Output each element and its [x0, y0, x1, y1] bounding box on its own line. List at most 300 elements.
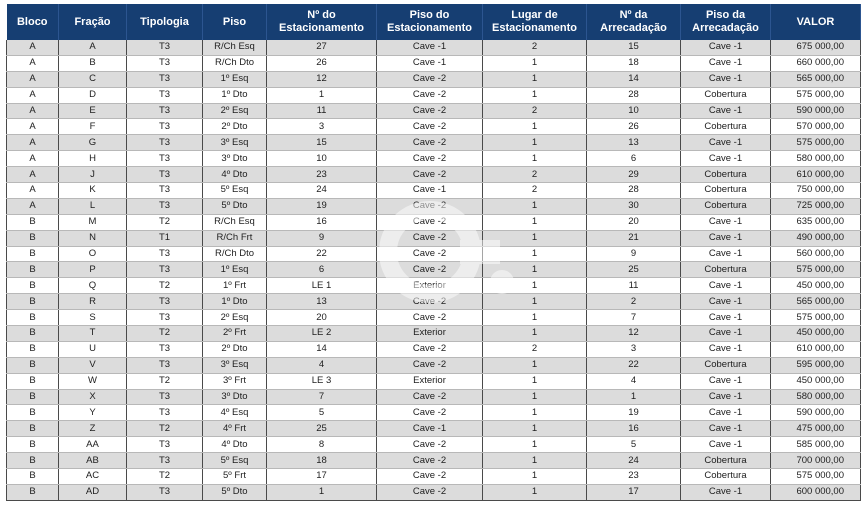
cell-n-estacionamento: 25 — [267, 421, 377, 437]
cell-bloco: B — [7, 214, 59, 230]
cell-bloco: B — [7, 262, 59, 278]
cell-n-arrecadacao: 2 — [587, 294, 681, 310]
cell-fracao: J — [59, 167, 127, 183]
cell-piso-estacionamento: Cave -2 — [377, 389, 483, 405]
cell-lugar-estacionamento: 2 — [483, 183, 587, 199]
header-bloco: Bloco — [7, 4, 59, 40]
cell-piso-arrecadacao: Cave -1 — [681, 373, 771, 389]
cell-valor: 450 000,00 — [771, 373, 861, 389]
cell-piso-arrecadacao: Cobertura — [681, 167, 771, 183]
cell-n-estacionamento: 10 — [267, 151, 377, 167]
cell-piso: 3º Dto — [203, 389, 267, 405]
header-piso-estacionamento: Piso do Estacionamento — [377, 4, 483, 40]
cell-piso-arrecadacao: Cave -1 — [681, 405, 771, 421]
cell-bloco: A — [7, 40, 59, 55]
cell-fracao: D — [59, 87, 127, 103]
cell-tipologia: T3 — [127, 357, 203, 373]
cell-fracao: O — [59, 246, 127, 262]
cell-n-arrecadacao: 26 — [587, 119, 681, 135]
cell-tipologia: T3 — [127, 40, 203, 55]
cell-n-estacionamento: 5 — [267, 405, 377, 421]
cell-piso: 1º Esq — [203, 262, 267, 278]
cell-tipologia: T3 — [127, 310, 203, 326]
cell-lugar-estacionamento: 1 — [483, 151, 587, 167]
cell-piso-estacionamento: Cave -2 — [377, 198, 483, 214]
cell-valor: 560 000,00 — [771, 246, 861, 262]
table-row — [7, 246, 861, 262]
cell-piso: R/Ch Esq — [203, 40, 267, 55]
cell-valor: 590 000,00 — [771, 103, 861, 119]
table-row — [7, 484, 861, 500]
table-row — [7, 71, 861, 87]
cell-n-arrecadacao: 24 — [587, 453, 681, 469]
cell-piso-arrecadacao: Cave -1 — [681, 341, 771, 357]
cell-bloco: A — [7, 119, 59, 135]
cell-piso-estacionamento: Cave -2 — [377, 246, 483, 262]
cell-fracao: K — [59, 183, 127, 199]
cell-piso-arrecadacao: Cave -1 — [681, 294, 771, 310]
cell-piso-estacionamento: Cave -2 — [377, 103, 483, 119]
table-row — [7, 262, 861, 278]
cell-piso: 2º Dto — [203, 119, 267, 135]
header-n-arrecadacao: Nº da Arrecadação — [587, 4, 681, 40]
cell-n-arrecadacao: 16 — [587, 421, 681, 437]
cell-lugar-estacionamento: 2 — [483, 341, 587, 357]
cell-n-estacionamento: 11 — [267, 103, 377, 119]
cell-lugar-estacionamento: 1 — [483, 135, 587, 151]
cell-lugar-estacionamento: 1 — [483, 421, 587, 437]
cell-tipologia: T3 — [127, 405, 203, 421]
cell-piso-estacionamento: Cave -1 — [377, 55, 483, 71]
cell-n-arrecadacao: 29 — [587, 167, 681, 183]
cell-piso: 5º Dto — [203, 484, 267, 500]
cell-bloco: B — [7, 437, 59, 453]
cell-fracao: B — [59, 55, 127, 71]
table-row — [7, 183, 861, 199]
cell-piso: 2º Frt — [203, 326, 267, 342]
cell-piso-arrecadacao: Cobertura — [681, 119, 771, 135]
cell-n-arrecadacao: 7 — [587, 310, 681, 326]
cell-bloco: A — [7, 151, 59, 167]
cell-tipologia: T3 — [127, 294, 203, 310]
cell-fracao: AA — [59, 437, 127, 453]
cell-n-estacionamento: 19 — [267, 198, 377, 214]
cell-n-estacionamento: 8 — [267, 437, 377, 453]
cell-valor: 580 000,00 — [771, 389, 861, 405]
cell-valor: 585 000,00 — [771, 437, 861, 453]
cell-tipologia: T3 — [127, 198, 203, 214]
cell-bloco: A — [7, 87, 59, 103]
cell-valor: 450 000,00 — [771, 278, 861, 294]
cell-piso: 4º Esq — [203, 405, 267, 421]
cell-piso-arrecadacao: Cave -1 — [681, 103, 771, 119]
cell-n-estacionamento: 18 — [267, 453, 377, 469]
cell-tipologia: T3 — [127, 389, 203, 405]
cell-piso-estacionamento: Cave -2 — [377, 167, 483, 183]
cell-lugar-estacionamento: 1 — [483, 230, 587, 246]
cell-piso-estacionamento: Cave -1 — [377, 183, 483, 199]
cell-tipologia: T2 — [127, 278, 203, 294]
cell-piso-arrecadacao: Cave -1 — [681, 230, 771, 246]
cell-n-estacionamento: LE 1 — [267, 278, 377, 294]
cell-piso: R/Ch Dto — [203, 246, 267, 262]
cell-fracao: V — [59, 357, 127, 373]
cell-tipologia: T3 — [127, 71, 203, 87]
cell-piso-arrecadacao: Cave -1 — [681, 71, 771, 87]
cell-n-estacionamento: 6 — [267, 262, 377, 278]
cell-piso-estacionamento: Cave -2 — [377, 135, 483, 151]
cell-lugar-estacionamento: 1 — [483, 278, 587, 294]
table-row — [7, 135, 861, 151]
cell-tipologia: T2 — [127, 326, 203, 342]
cell-lugar-estacionamento: 2 — [483, 103, 587, 119]
cell-valor: 610 000,00 — [771, 341, 861, 357]
cell-bloco: B — [7, 246, 59, 262]
cell-lugar-estacionamento: 1 — [483, 262, 587, 278]
cell-piso-estacionamento: Cave -1 — [377, 421, 483, 437]
cell-bloco: A — [7, 71, 59, 87]
table-row — [7, 294, 861, 310]
cell-fracao: H — [59, 151, 127, 167]
cell-bloco: B — [7, 230, 59, 246]
cell-tipologia: T3 — [127, 119, 203, 135]
cell-tipologia: T3 — [127, 484, 203, 500]
cell-fracao: AD — [59, 484, 127, 500]
table-header — [7, 4, 861, 40]
cell-piso-estacionamento: Cave -2 — [377, 469, 483, 485]
cell-n-estacionamento: 27 — [267, 40, 377, 55]
cell-n-estacionamento: 15 — [267, 135, 377, 151]
cell-n-arrecadacao: 18 — [587, 55, 681, 71]
cell-piso-arrecadacao: Cave -1 — [681, 214, 771, 230]
cell-bloco: A — [7, 135, 59, 151]
cell-lugar-estacionamento: 1 — [483, 405, 587, 421]
cell-tipologia: T2 — [127, 214, 203, 230]
cell-piso-estacionamento: Cave -2 — [377, 453, 483, 469]
cell-valor: 610 000,00 — [771, 167, 861, 183]
cell-n-estacionamento: 14 — [267, 341, 377, 357]
cell-valor: 490 000,00 — [771, 230, 861, 246]
cell-lugar-estacionamento: 1 — [483, 71, 587, 87]
cell-n-estacionamento: 13 — [267, 294, 377, 310]
cell-piso-arrecadacao: Cobertura — [681, 453, 771, 469]
table-row — [7, 453, 861, 469]
cell-lugar-estacionamento: 1 — [483, 469, 587, 485]
cell-piso-arrecadacao: Cobertura — [681, 469, 771, 485]
cell-lugar-estacionamento: 1 — [483, 310, 587, 326]
cell-piso-arrecadacao: Cave -1 — [681, 484, 771, 500]
cell-piso-arrecadacao: Cobertura — [681, 357, 771, 373]
cell-lugar-estacionamento: 1 — [483, 294, 587, 310]
cell-piso-arrecadacao: Cave -1 — [681, 310, 771, 326]
cell-valor: 575 000,00 — [771, 262, 861, 278]
cell-valor: 580 000,00 — [771, 151, 861, 167]
cell-bloco: B — [7, 341, 59, 357]
cell-valor: 570 000,00 — [771, 119, 861, 135]
header-n-estacionamento: Nº do Estacionamento — [267, 4, 377, 40]
cell-n-estacionamento: 24 — [267, 183, 377, 199]
cell-tipologia: T3 — [127, 151, 203, 167]
header-fracao: Fração — [59, 4, 127, 40]
cell-n-arrecadacao: 28 — [587, 87, 681, 103]
cell-n-estacionamento: 9 — [267, 230, 377, 246]
cell-n-arrecadacao: 5 — [587, 437, 681, 453]
cell-piso-estacionamento: Cave -2 — [377, 230, 483, 246]
cell-n-arrecadacao: 21 — [587, 230, 681, 246]
cell-piso-arrecadacao: Cobertura — [681, 183, 771, 199]
cell-n-estacionamento: LE 2 — [267, 326, 377, 342]
cell-bloco: A — [7, 167, 59, 183]
table-row — [7, 389, 861, 405]
cell-n-estacionamento: 23 — [267, 167, 377, 183]
cell-fracao: M — [59, 214, 127, 230]
cell-bloco: B — [7, 278, 59, 294]
cell-n-estacionamento: 1 — [267, 484, 377, 500]
cell-n-arrecadacao: 22 — [587, 357, 681, 373]
cell-piso-estacionamento: Cave -2 — [377, 214, 483, 230]
cell-n-estacionamento: 26 — [267, 55, 377, 71]
cell-fracao: G — [59, 135, 127, 151]
cell-lugar-estacionamento: 2 — [483, 167, 587, 183]
cell-n-arrecadacao: 3 — [587, 341, 681, 357]
cell-piso-estacionamento: Cave -2 — [377, 87, 483, 103]
cell-piso: 3º Esq — [203, 135, 267, 151]
cell-piso-estacionamento: Cave -2 — [377, 405, 483, 421]
cell-piso-estacionamento: Cave -2 — [377, 484, 483, 500]
cell-fracao: AB — [59, 453, 127, 469]
cell-n-estacionamento: 12 — [267, 71, 377, 87]
cell-piso-arrecadacao: Cave -1 — [681, 278, 771, 294]
table-row — [7, 103, 861, 119]
cell-lugar-estacionamento: 1 — [483, 373, 587, 389]
cell-piso: 4º Frt — [203, 421, 267, 437]
cell-piso-estacionamento: Cave -2 — [377, 341, 483, 357]
cell-valor: 475 000,00 — [771, 421, 861, 437]
table-row — [7, 341, 861, 357]
cell-n-estacionamento: LE 3 — [267, 373, 377, 389]
table-body — [7, 40, 861, 500]
cell-fracao: AC — [59, 469, 127, 485]
cell-n-arrecadacao: 11 — [587, 278, 681, 294]
cell-lugar-estacionamento: 1 — [483, 326, 587, 342]
cell-lugar-estacionamento: 1 — [483, 55, 587, 71]
cell-piso: R/Ch Frt — [203, 230, 267, 246]
cell-fracao: S — [59, 310, 127, 326]
table-row — [7, 40, 861, 55]
cell-piso: 2º Esq — [203, 103, 267, 119]
cell-fracao: F — [59, 119, 127, 135]
cell-valor: 660 000,00 — [771, 55, 861, 71]
cell-n-estacionamento: 16 — [267, 214, 377, 230]
cell-piso: 4º Dto — [203, 437, 267, 453]
table-row — [7, 405, 861, 421]
cell-piso-arrecadacao: Cave -1 — [681, 326, 771, 342]
cell-tipologia: T3 — [127, 87, 203, 103]
cell-valor: 635 000,00 — [771, 214, 861, 230]
cell-n-estacionamento: 1 — [267, 87, 377, 103]
cell-n-estacionamento: 4 — [267, 357, 377, 373]
header-row — [7, 4, 861, 40]
table-row — [7, 278, 861, 294]
cell-n-arrecadacao: 19 — [587, 405, 681, 421]
header-piso: Piso — [203, 4, 267, 40]
cell-fracao: N — [59, 230, 127, 246]
cell-piso-estacionamento: Cave -1 — [377, 40, 483, 55]
cell-bloco: B — [7, 405, 59, 421]
cell-valor: 575 000,00 — [771, 469, 861, 485]
cell-n-arrecadacao: 1 — [587, 389, 681, 405]
cell-piso: 1º Frt — [203, 278, 267, 294]
table-row — [7, 151, 861, 167]
cell-bloco: B — [7, 357, 59, 373]
cell-fracao: X — [59, 389, 127, 405]
cell-piso-arrecadacao: Cobertura — [681, 262, 771, 278]
cell-lugar-estacionamento: 1 — [483, 357, 587, 373]
cell-piso: 5º Frt — [203, 469, 267, 485]
cell-lugar-estacionamento: 1 — [483, 389, 587, 405]
cell-piso-estacionamento: Cave -2 — [377, 262, 483, 278]
cell-valor: 565 000,00 — [771, 294, 861, 310]
table-row — [7, 230, 861, 246]
cell-bloco: B — [7, 373, 59, 389]
cell-tipologia: T3 — [127, 262, 203, 278]
cell-lugar-estacionamento: 1 — [483, 214, 587, 230]
cell-lugar-estacionamento: 1 — [483, 453, 587, 469]
cell-n-arrecadacao: 30 — [587, 198, 681, 214]
cell-bloco: A — [7, 55, 59, 71]
cell-piso-arrecadacao: Cobertura — [681, 198, 771, 214]
cell-n-arrecadacao: 23 — [587, 469, 681, 485]
cell-bloco: B — [7, 326, 59, 342]
cell-n-arrecadacao: 10 — [587, 103, 681, 119]
table-row — [7, 214, 861, 230]
table-row — [7, 357, 861, 373]
cell-piso-estacionamento: Cave -2 — [377, 71, 483, 87]
cell-tipologia: T2 — [127, 421, 203, 437]
cell-piso-arrecadacao: Cave -1 — [681, 246, 771, 262]
cell-piso: 3º Esq — [203, 357, 267, 373]
table-row — [7, 326, 861, 342]
header-lugar-estacionamento: Lugar de Estacionamento — [483, 4, 587, 40]
cell-fracao: U — [59, 341, 127, 357]
cell-piso-estacionamento: Exterior — [377, 326, 483, 342]
header-tipologia: Tipologia — [127, 4, 203, 40]
cell-bloco: A — [7, 183, 59, 199]
cell-piso: 2º Dto — [203, 341, 267, 357]
cell-n-arrecadacao: 17 — [587, 484, 681, 500]
cell-piso: 1º Dto — [203, 294, 267, 310]
cell-piso-arrecadacao: Cave -1 — [681, 55, 771, 71]
cell-fracao: A — [59, 40, 127, 55]
cell-piso: 1º Esq — [203, 71, 267, 87]
cell-piso: R/Ch Dto — [203, 55, 267, 71]
cell-piso-arrecadacao: Cave -1 — [681, 389, 771, 405]
table-row — [7, 437, 861, 453]
cell-fracao: E — [59, 103, 127, 119]
cell-n-arrecadacao: 25 — [587, 262, 681, 278]
cell-tipologia: T2 — [127, 469, 203, 485]
cell-piso-arrecadacao: Cave -1 — [681, 437, 771, 453]
table-row — [7, 421, 861, 437]
cell-n-arrecadacao: 13 — [587, 135, 681, 151]
table-row — [7, 310, 861, 326]
cell-n-estacionamento: 20 — [267, 310, 377, 326]
cell-piso-arrecadacao: Cave -1 — [681, 135, 771, 151]
cell-bloco: A — [7, 103, 59, 119]
cell-piso: 5º Esq — [203, 453, 267, 469]
cell-piso-estacionamento: Cave -2 — [377, 437, 483, 453]
cell-tipologia: T3 — [127, 135, 203, 151]
cell-piso-estacionamento: Cave -2 — [377, 151, 483, 167]
cell-fracao: Y — [59, 405, 127, 421]
cell-tipologia: T3 — [127, 103, 203, 119]
table-row — [7, 198, 861, 214]
cell-n-estacionamento: 22 — [267, 246, 377, 262]
table-row — [7, 87, 861, 103]
cell-tipologia: T3 — [127, 437, 203, 453]
cell-n-arrecadacao: 6 — [587, 151, 681, 167]
cell-bloco: B — [7, 484, 59, 500]
cell-bloco: B — [7, 469, 59, 485]
cell-tipologia: T3 — [127, 183, 203, 199]
cell-piso: 5º Dto — [203, 198, 267, 214]
cell-piso: R/Ch Esq — [203, 214, 267, 230]
cell-lugar-estacionamento: 1 — [483, 198, 587, 214]
table-row — [7, 119, 861, 135]
cell-tipologia: T3 — [127, 55, 203, 71]
cell-piso: 4º Dto — [203, 167, 267, 183]
cell-valor: 725 000,00 — [771, 198, 861, 214]
cell-piso-arrecadacao: Cave -1 — [681, 151, 771, 167]
cell-piso-estacionamento: Cave -2 — [377, 119, 483, 135]
cell-n-arrecadacao: 4 — [587, 373, 681, 389]
cell-tipologia: T3 — [127, 453, 203, 469]
cell-valor: 565 000,00 — [771, 71, 861, 87]
cell-tipologia: T3 — [127, 167, 203, 183]
cell-n-estacionamento: 3 — [267, 119, 377, 135]
cell-lugar-estacionamento: 1 — [483, 87, 587, 103]
cell-tipologia: T2 — [127, 373, 203, 389]
header-valor: VALOR — [771, 4, 861, 40]
cell-n-estacionamento: 17 — [267, 469, 377, 485]
cell-fracao: Q — [59, 278, 127, 294]
cell-lugar-estacionamento: 1 — [483, 246, 587, 262]
cell-bloco: B — [7, 389, 59, 405]
cell-piso-estacionamento: Cave -2 — [377, 357, 483, 373]
cell-piso-arrecadacao: Cave -1 — [681, 421, 771, 437]
cell-piso-arrecadacao: Cave -1 — [681, 40, 771, 55]
price-table — [6, 4, 861, 501]
cell-n-arrecadacao: 12 — [587, 326, 681, 342]
cell-piso: 3º Dto — [203, 151, 267, 167]
cell-fracao: Z — [59, 421, 127, 437]
cell-valor: 575 000,00 — [771, 135, 861, 151]
cell-fracao: L — [59, 198, 127, 214]
price-table-container — [6, 4, 860, 501]
cell-fracao: R — [59, 294, 127, 310]
cell-n-arrecadacao: 9 — [587, 246, 681, 262]
cell-n-arrecadacao: 15 — [587, 40, 681, 55]
table-row — [7, 55, 861, 71]
cell-piso-estacionamento: Exterior — [377, 373, 483, 389]
cell-bloco: A — [7, 198, 59, 214]
cell-tipologia: T1 — [127, 230, 203, 246]
cell-piso: 2º Esq — [203, 310, 267, 326]
cell-piso: 5º Esq — [203, 183, 267, 199]
cell-valor: 595 000,00 — [771, 357, 861, 373]
cell-piso: 3º Frt — [203, 373, 267, 389]
cell-lugar-estacionamento: 1 — [483, 437, 587, 453]
